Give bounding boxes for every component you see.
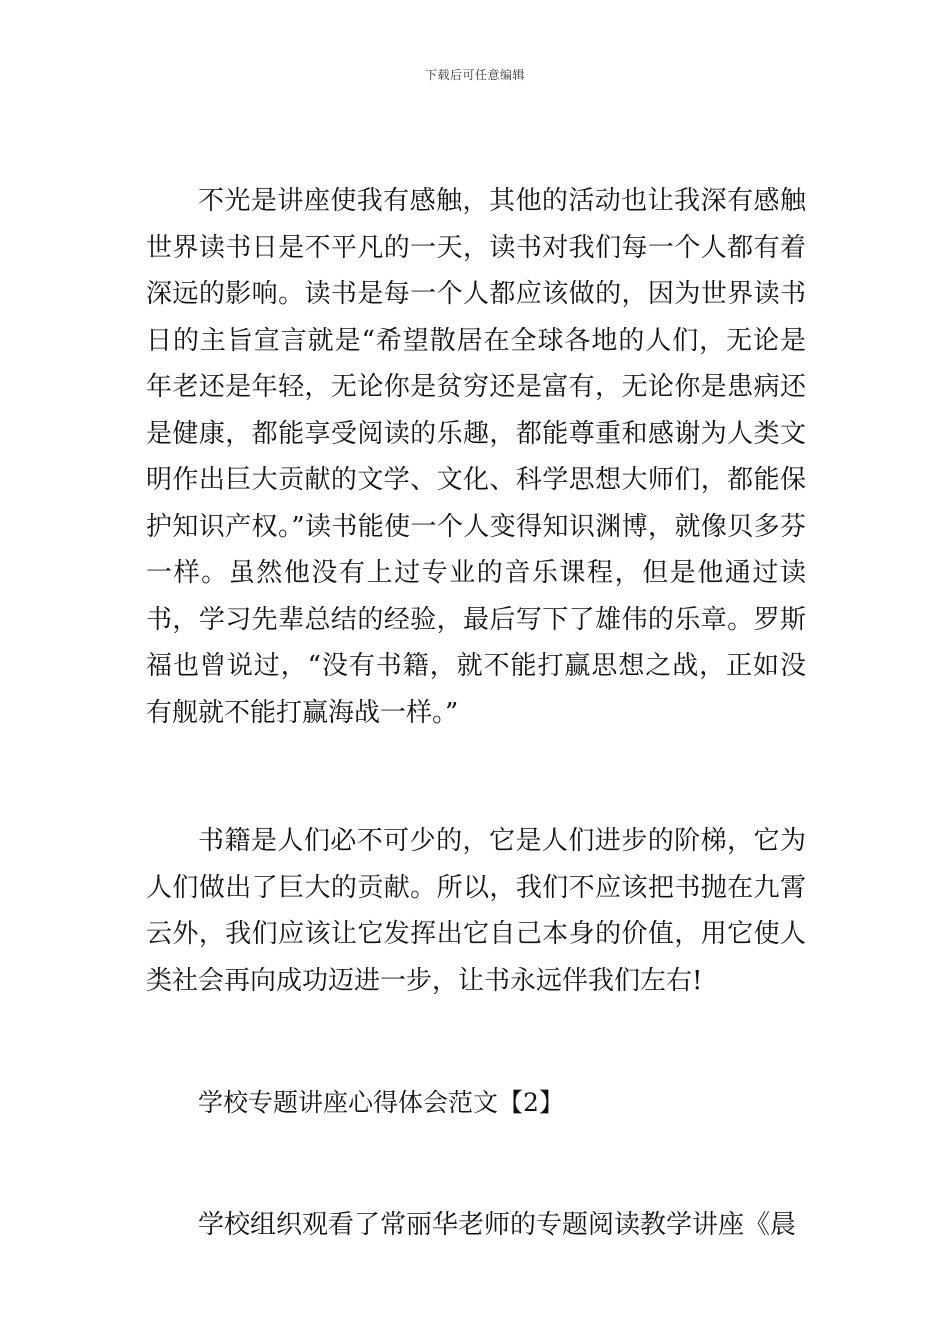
document-body — [146, 178, 806, 1249]
header-note: 下载后可任意编辑 — [424, 68, 525, 82]
body-paragraph-2: 书籍是人们必不可少的，它是人们进步的阶梯，它为人们做出了巨大的贡献。所以，我们不应该把书抛在九霄云外，我们应该让它发挥出它自己本身的价值，用它使人类社会再向成功迈进一步，让书永远伴我们左右! — [146, 826, 806, 996]
body-paragraph-1: 不光是讲座使我有感触，其他的活动也让我深有感触世界读书日是不平凡的一天，读书对我们每一个人都有着深远的影响。读书是每一个人都应该做的，因为世界读书日的主旨宣言就是“希望散居在全球各地的人们，无论是年老还是年轻，无论你是贫穷还是富有，无论你是患病还是健康，都能享受阅读的乐趣，都能尊重和感谢为人类文明作出巨大贡献的文学、文化、科学思想大师们，都能保护知识产权。”读书能使一个人变得知识渊博，就像贝多芬一样。虽然他没有上过专业的音乐课程，但是他通过读书，学习先辈总结的经验，最后写下了雄伟的乐章。罗斯福也曾说过，“没有书籍，就不能打赢思想之战，正如没有舰就不能打赢海战一样。” — [146, 186, 806, 728]
section-title: 学校专题讲座心得体会范文【2】 — [198, 1088, 564, 1117]
body-paragraph-3: 学校组织观看了常丽华老师的专题阅读教学讲座《晨 — [198, 1210, 797, 1240]
